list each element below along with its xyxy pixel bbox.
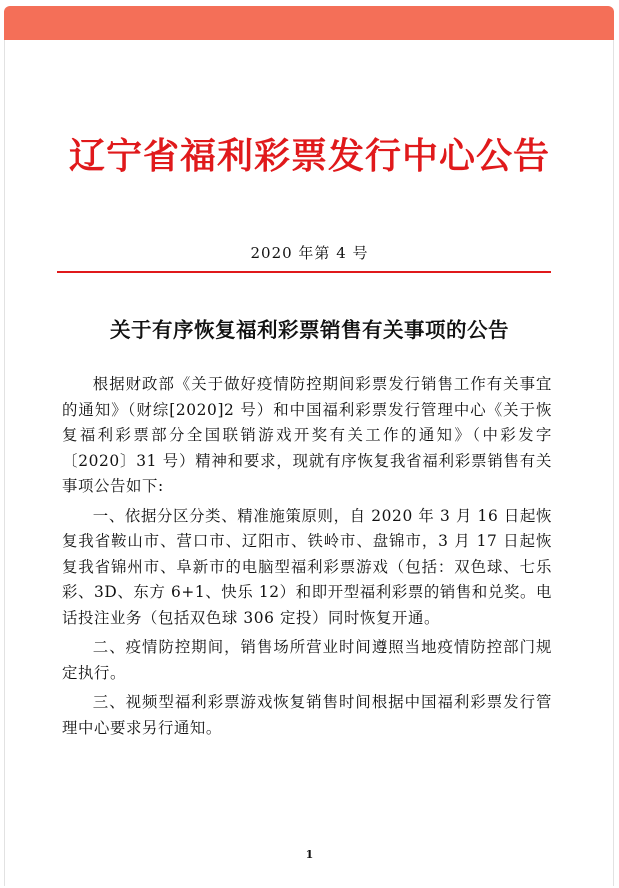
agency-title: 辽宁省福利彩票发行中心公告 — [68, 135, 550, 177]
paragraph-item-1: 一、依据分区分类、精准施策原则，自 2020 年 3 月 16 日起恢复我省鞍山市、营口市、辽阳市、铁岭市、盘锦市，3 月 17 日起恢复我省锦州市、阜新市的电脑型福利彩票游戏（包括：双色球、七乐彩、3D、东方 6+1、快乐 12）和即开型福利彩票的销售和兑奖。电话投注业务（包括双色球 306 定投）同时恢复开通。 — [62, 506, 552, 627]
page-number: 1 — [305, 848, 314, 861]
notice-heading: 关于有序恢复福利彩票销售有关事项的公告 — [110, 318, 509, 342]
doc-number: 2020 年第 4 号 — [250, 244, 369, 262]
top-bar — [4, 6, 614, 40]
paragraph-item-2: 二、疫情防控期间，销售场所营业时间遵照当地疫情防控部门规定执行。 — [62, 638, 552, 682]
notice-body — [62, 372, 552, 741]
paragraph-intro: 根据财政部《关于做好疫情防控期间彩票发行销售工作有关事宜的通知》（财综[2020]2 号）和中国福利彩票发行管理中心《关于恢复福利彩票部分全国联销游戏开奖有关工作的通知》（中彩发字〔2020〕31 号）精神和要求，现就有序恢复我省福利彩票销售有关事项公告如下: — [62, 375, 552, 495]
paragraph-item-3: 三、视频型福利彩票游戏恢复销售时间根据中国福利彩票发行管理中心要求另行通知。 — [62, 693, 552, 737]
red-divider — [57, 271, 551, 273]
